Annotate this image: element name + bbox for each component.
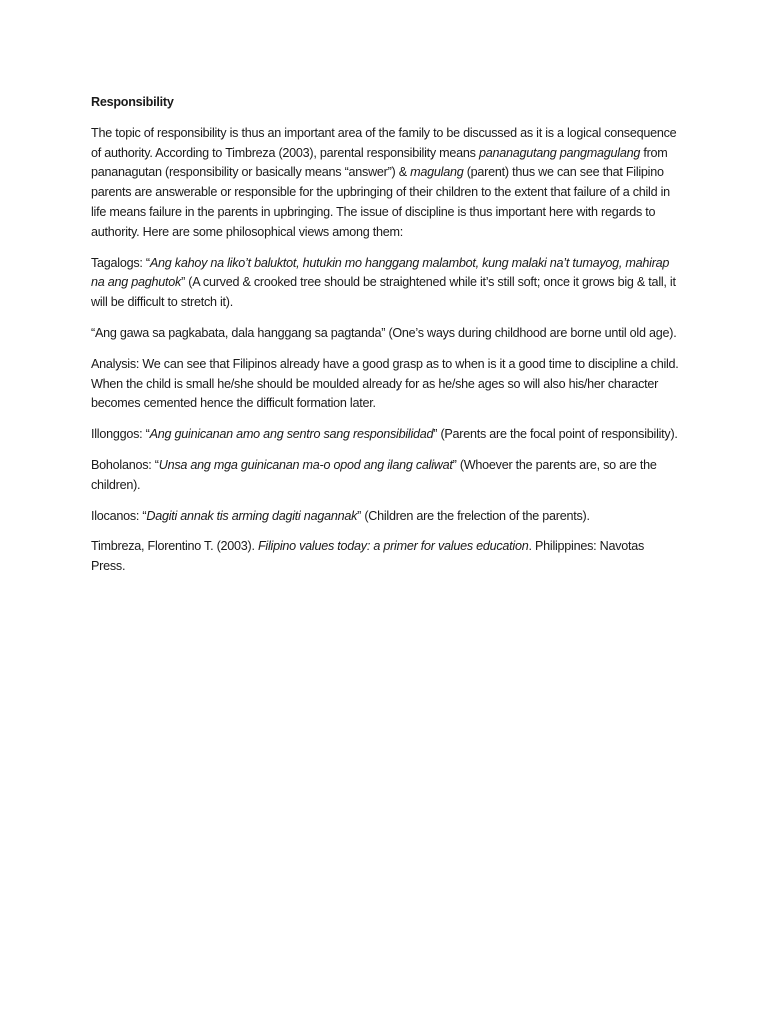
paragraph-analysis bbox=[91, 355, 681, 414]
tagalogs-label: Tagalogs: “ bbox=[91, 255, 150, 270]
paragraph-reference bbox=[91, 537, 681, 577]
ilocanos-translation: ” (Children are the frelection of the parents). bbox=[357, 508, 590, 523]
paragraph-ang-gawa bbox=[91, 324, 681, 344]
document-body bbox=[91, 93, 681, 588]
tagalogs-translation: ” (A curved & crooked tree should be straightened while it’s still soft; once it grows big & tall, it will be difficult to stretch it). bbox=[91, 275, 676, 310]
intro-text-1: The topic of responsibility is thus an important area of the family to be discussed as it is a logical consequence of authority. According to Timbreza (2003), parental responsibility means bbox=[91, 125, 677, 160]
paragraph-illonggos bbox=[91, 425, 681, 445]
paragraph-boholanos bbox=[91, 456, 681, 496]
ilocanos-label: Ilocanos: “ bbox=[91, 508, 147, 523]
boholanos-translation: ” (Whoever the parents are, so are the children). bbox=[91, 457, 657, 492]
section-heading: Responsibility bbox=[91, 95, 174, 109]
paragraph-tagalogs bbox=[91, 254, 681, 313]
illonggos-translation: ” (Parents are the focal point of responsibility). bbox=[433, 427, 678, 442]
reference-title: Filipino values today: a primer for values education bbox=[257, 539, 529, 554]
boholanos-proverb: Unsa ang mga guinicanan ma-o opod ang ilang caliwat bbox=[158, 457, 453, 472]
reference-author: Timbreza, Florentino T. (2003). bbox=[91, 539, 258, 554]
intro-term-pananagutang: pananagutang pangmagulang bbox=[478, 145, 641, 160]
reference-publisher: . Philippines: Navotas Press. bbox=[91, 539, 645, 574]
ilocanos-proverb: Dagiti annak tis arming dagiti nagannak bbox=[146, 508, 358, 523]
paragraph-ilocanos bbox=[91, 507, 681, 527]
illonggos-proverb: Ang guinicanan amo ang sentro sang responsibilidad bbox=[149, 427, 434, 442]
intro-text-2: from pananagutan (responsibility or basically means “answer”) & bbox=[91, 145, 668, 180]
paragraph-intro bbox=[91, 124, 681, 243]
tagalogs-proverb: Ang kahoy na liko’t baluktot, hutukin mo hanggang malambot, kung malaki na’t tumayog, mahirap na ang paghutok bbox=[91, 255, 670, 290]
boholanos-label: Boholanos: “ bbox=[91, 457, 159, 472]
illonggos-label: Illonggos: “ bbox=[91, 427, 150, 442]
ang-gawa-text: “Ang gawa sa pagkabata, dala hanggang sa pagtanda” (One’s ways during childhood are borne until old age). bbox=[91, 325, 677, 340]
intro-term-magulang: magulang bbox=[410, 165, 464, 180]
analysis-text: Analysis: We can see that Filipinos already have a good grasp as to when is it a good time to discipline a child. When the child is small he/she should be moulded already for as he/she ages so will also his/her character becomes cemented hence the difficult formation later. bbox=[91, 356, 679, 411]
intro-text-3: (parent) thus we can see that Filipino parents are answerable or responsible for the upbringing of their children to the extent that failure of a child in life means failure in the parents in upbringing. The issue of discipline is thus important here with regards to authority. Here are some philosophical views among them: bbox=[91, 165, 670, 239]
